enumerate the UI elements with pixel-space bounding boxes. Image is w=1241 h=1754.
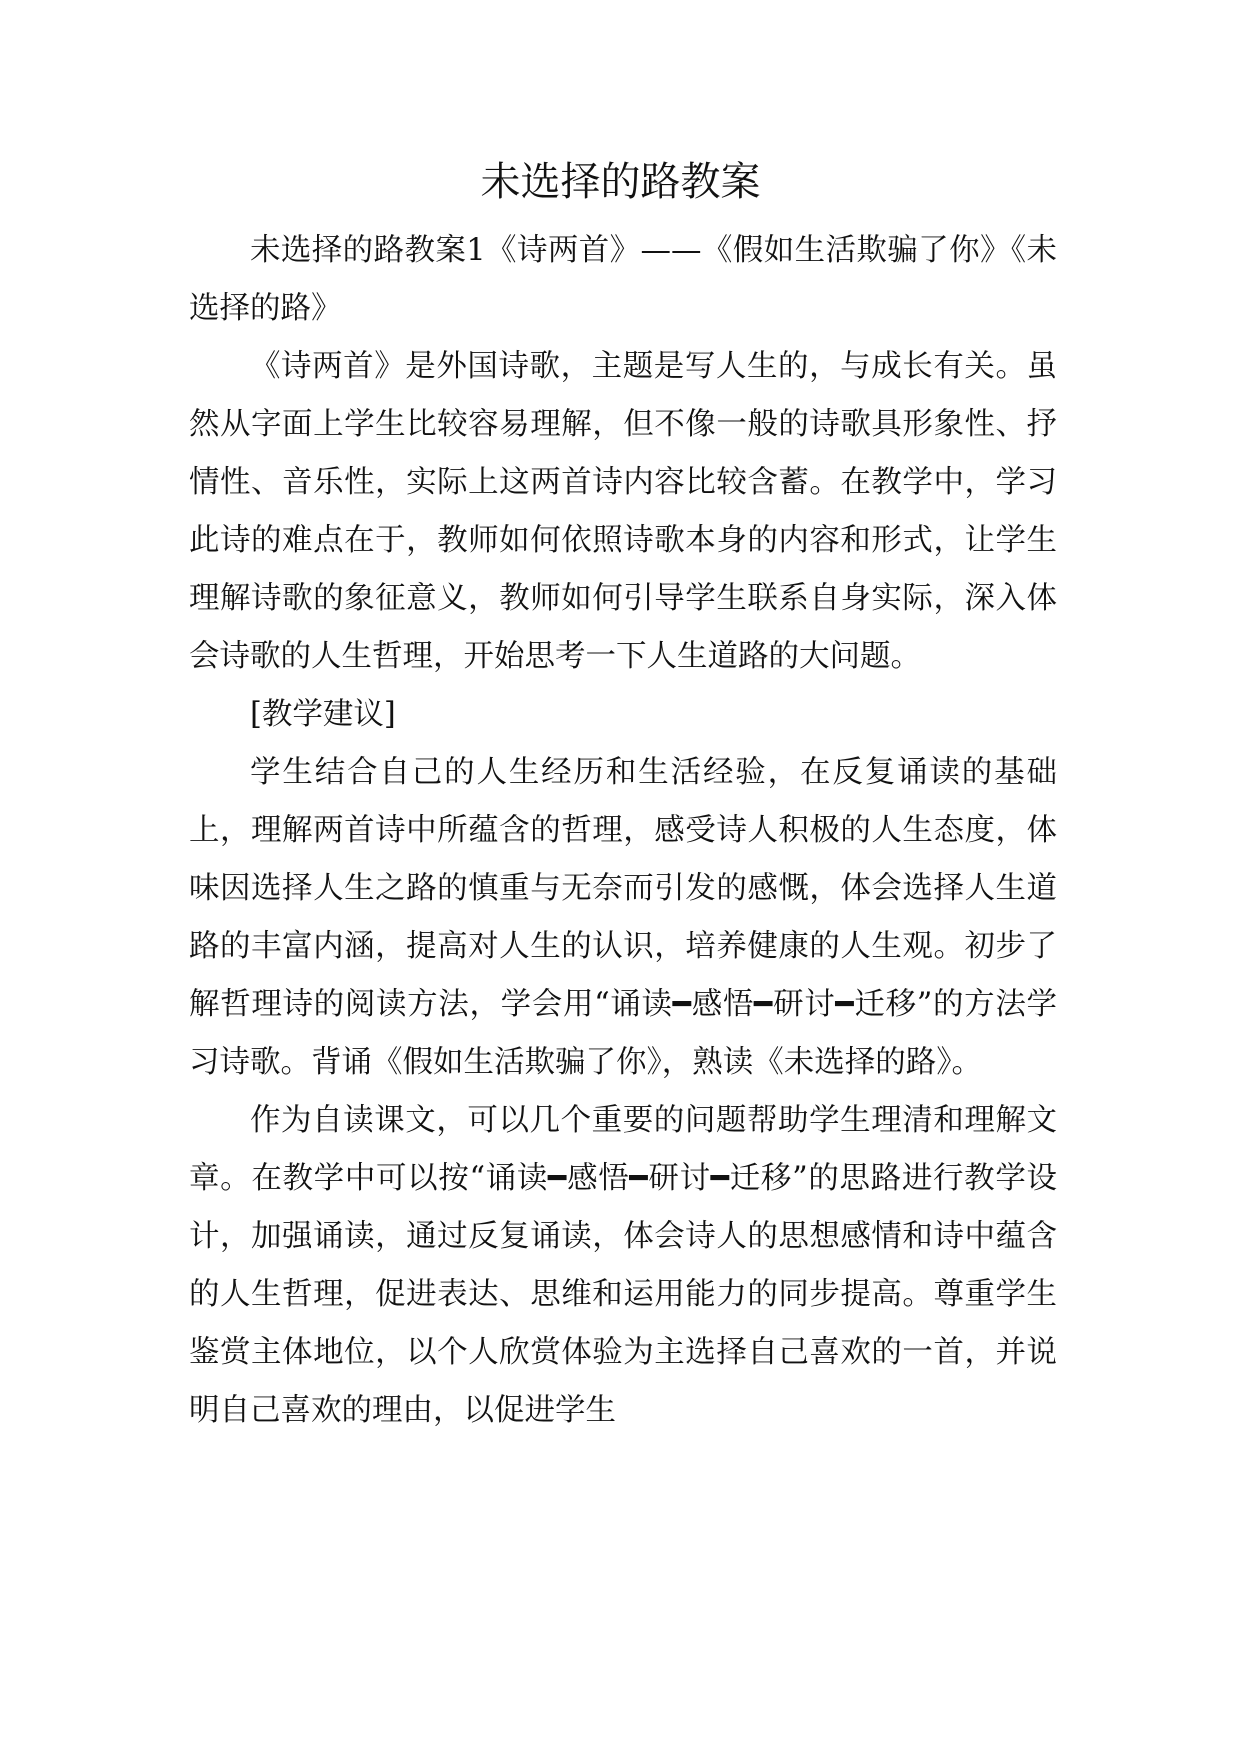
paragraph-overview: 《诗两首》是外国诗歌，主题是写人生的，与成长有关。虽然从字面上学生比较容易理解，但不像一般的诗歌具形象性、抒情性、音乐性，实际上这两首诗内容比较含蓄。在教学中，学习此诗的难点在于，教师如何依照诗歌本身的内容和形式，让学生理解诗歌的象征意义，教师如何引导学生联系自身实际，深入体会诗歌的人生哲理，开始思考一下人生道路的大问题。 — [189, 349, 1057, 674]
document-title: 未选择的路教案 — [480, 159, 761, 205]
paragraph-intro: 未选择的路教案1《诗两首》——《假如生活欺骗了你》《未选择的路》 — [189, 233, 1057, 326]
paragraph-teaching-approach: 作为自读课文，可以几个重要的问题帮助学生理清和理解文章。在教学中可以按“诵读━感悟━研讨━迁移”的思路进行教学设计，加强诵读，通过反复诵读，体会诗人的思想感情和诗中蕴含的人生哲理，促进表达、思维和运用能力的同步提高。尊重学生鉴赏主体地位，以个人欣赏体验为主选择自己喜欢的一首，并说明自己喜欢的理由，以促进学生 — [189, 1103, 1057, 1428]
paragraph-learning-goals: 学生结合自己的人生经历和生活经验，在反复诵读的基础上，理解两首诗中所蕴含的哲理，感受诗人积极的人生态度，体味因选择人生之路的慎重与无奈而引发的感慨，体会选择人生道路的丰富内涵，提高对人生的认识，培养健康的人生观。初步了解哲理诗的阅读方法，学会用“诵读━感悟━研讨━迁移”的方法学习诗歌。背诵《假如生活欺骗了你》，熟读《未选择的路》。 — [189, 755, 1057, 1080]
section-heading-teaching-suggestions: [教学建议] — [250, 697, 396, 732]
document-body — [189, 222, 1057, 1440]
